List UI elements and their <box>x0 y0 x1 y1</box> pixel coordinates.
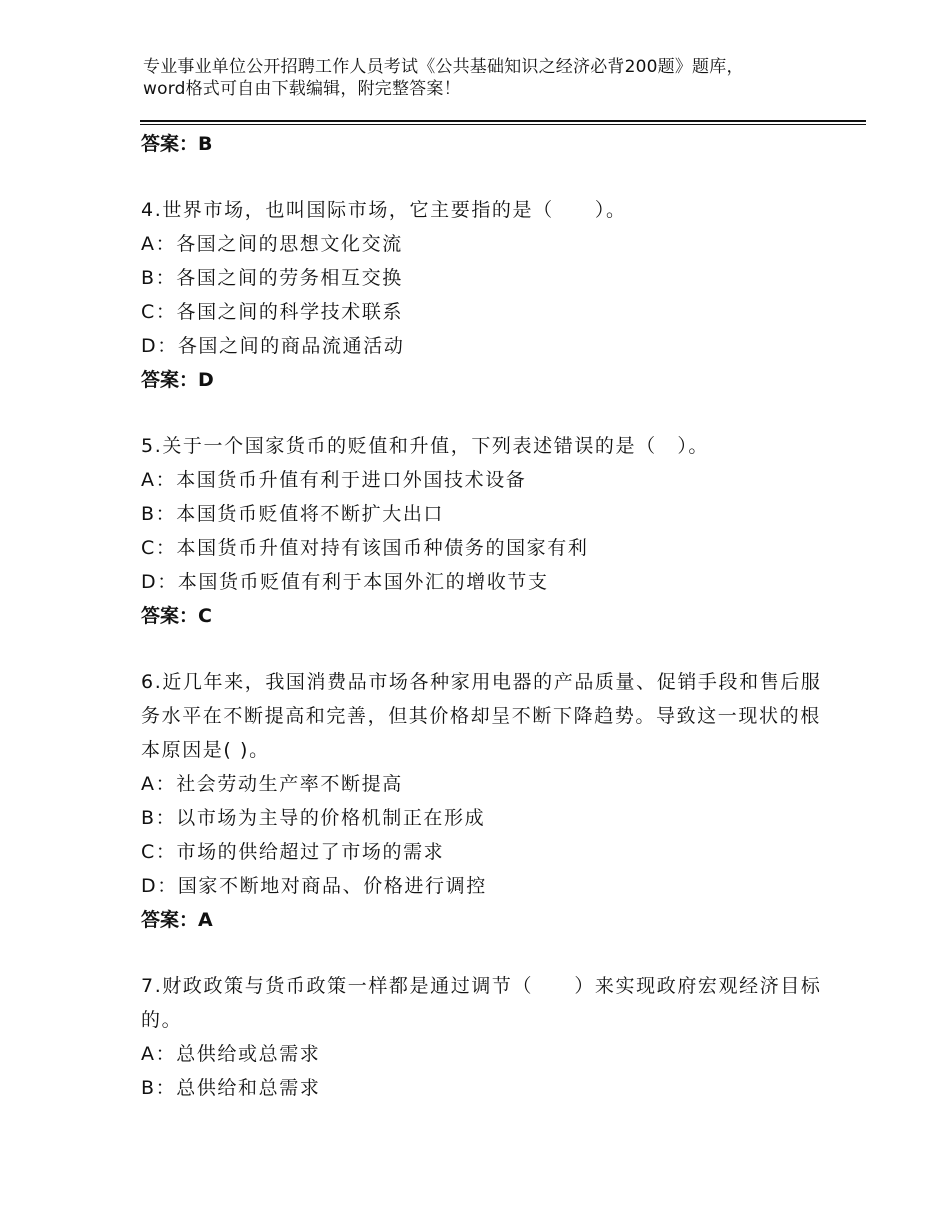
option-a: A：各国之间的思想文化交流 <box>141 233 403 255</box>
option-a: A：总供给或总需求 <box>141 1043 321 1065</box>
option-c: C：市场的供给超过了市场的需求 <box>141 841 445 863</box>
option-b: B：本国货币贬值将不断扩大出口 <box>141 503 445 525</box>
option-b: B：以市场为主导的价格机制正在形成 <box>141 807 486 829</box>
option-c: C：各国之间的科学技术联系 <box>141 301 404 323</box>
question-stem: 5.关于一个国家货币的贬值和升值，下列表述错误的是（ ）。 <box>141 435 710 457</box>
document-header: 专业事业单位公开招聘工作人员考试《公共基础知识之经济必背200题》题库，word格式可自由下载编辑，附完整答案！ <box>143 57 744 99</box>
option-a: A：本国货币升值有利于进口外国技术设备 <box>141 469 527 491</box>
answer-label: 答案：A <box>141 909 213 931</box>
question-stem: 7.财政政策与货币政策一样都是通过调节（ ）来实现政府宏观经济目标的。 <box>141 975 822 1031</box>
option-b: B：总供给和总需求 <box>141 1077 321 1099</box>
option-d: D：本国货币贬值有利于本国外汇的增收节支 <box>141 571 549 593</box>
question-stem: 6.近几年来，我国消费品市场各种家用电器的产品质量、促销手段和售后服务水平在不断提高和完善，但其价格却呈不断下降趋势。导致这一现状的根本原因是( )。 <box>141 671 822 761</box>
option-c: C：本国货币升值对持有该国币种债务的国家有利 <box>141 537 589 559</box>
option-d: D：各国之间的商品流通活动 <box>141 335 405 357</box>
question-6 <box>141 665 831 937</box>
option-b: B：各国之间的劳务相互交换 <box>141 267 403 289</box>
question-list <box>141 127 831 1105</box>
header-divider-thick <box>140 120 866 122</box>
header-divider-thin <box>140 124 866 125</box>
question-4 <box>141 193 831 397</box>
option-a: A：社会劳动生产率不断提高 <box>141 773 403 795</box>
question-5 <box>141 429 831 633</box>
option-d: D：国家不断地对商品、价格进行调控 <box>141 875 487 897</box>
answer-label: 答案：C <box>141 605 212 627</box>
question-stem: 4.世界市场，也叫国际市场，它主要指的是（ ）。 <box>141 199 627 221</box>
answer-label: 答案：B <box>141 133 213 155</box>
answer-label: 答案：D <box>141 369 214 391</box>
question-7 <box>141 969 831 1105</box>
